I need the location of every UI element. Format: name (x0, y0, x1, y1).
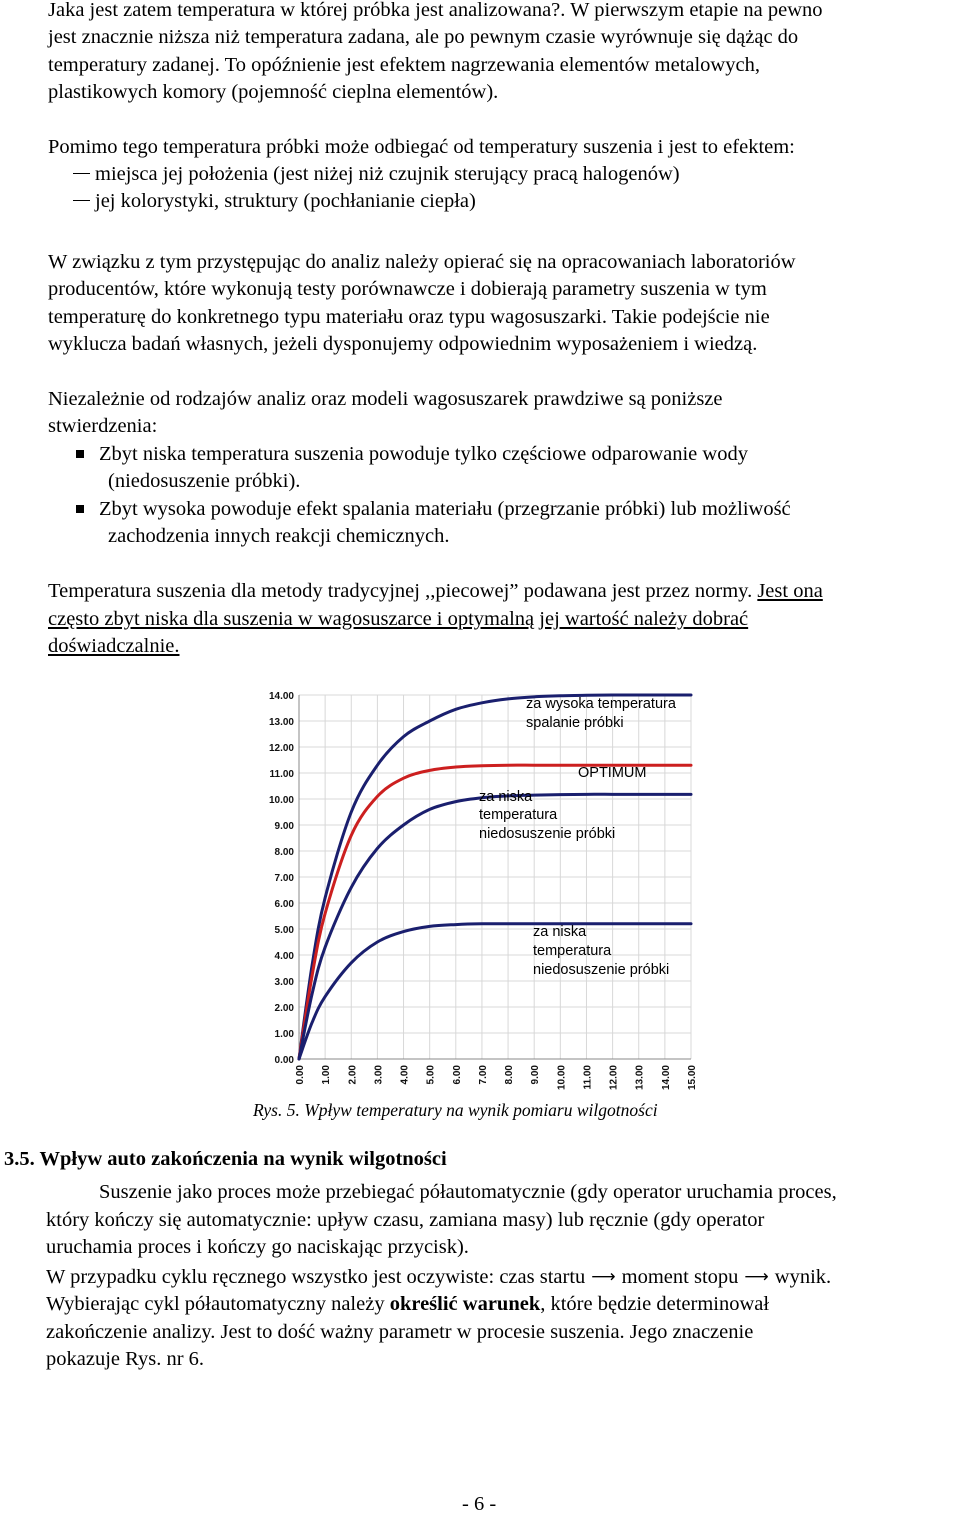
x-tick-label: 12.00 (608, 1065, 620, 1091)
y-tick-label: 8.00 (274, 847, 294, 858)
para3-line3: temperaturę do konkretnego typu materiału oraz typu wagosuszarki. Takie podejście nie (48, 306, 770, 328)
section-p3-line2: zakończenie analizy. Jest to dość ważny parametr w procesie suszenia. Jego znaczenie (46, 1321, 754, 1343)
section-p1-line3: uruchamia proces i kończy go naciskając przycisk). (46, 1236, 469, 1258)
para1-line4: plastikowych komory (pojemność cieplna elementów). (48, 81, 499, 103)
x-tick-label: 2.00 (347, 1065, 359, 1085)
para2-item-text: jej kolorystyki, struktury (pochłanianie ciepła) (95, 190, 476, 212)
para3-line1: W związku z tym przystępując do analiz należy opierać się na opracowaniach laboratoriów (48, 251, 796, 273)
para5-line3: doświadczalnie. (48, 635, 180, 657)
section-p3-line3: pokazuje Rys. nr 6. (46, 1348, 205, 1370)
y-tick-label: 1.00 (274, 1029, 294, 1040)
x-tick-label: 15.00 (687, 1065, 698, 1091)
para2-item (73, 161, 680, 189)
annotation-optimum (578, 765, 646, 781)
x-tick-label: 1.00 (321, 1065, 333, 1085)
para5-line1 (48, 578, 823, 606)
section-p2-a: W przypadku cyklu ręcznego wszystko jest oczywiste: czas startu (46, 1266, 586, 1288)
annotation-text: za wysoka temperatura (526, 696, 676, 712)
section-p3-bold: określić warunek (389, 1293, 541, 1315)
annotation-text: temperatura (479, 807, 558, 823)
section-p1-line2: który kończy się automatycznie: upływ czasu, zamiana masy) lub ręcznie (gdy operator (46, 1209, 765, 1231)
annotation-text: niedosuszenie próbki (533, 962, 670, 978)
y-tick-label: 5.00 (274, 925, 294, 936)
y-tick-labels (269, 691, 294, 1066)
x-tick-label: 10.00 (556, 1065, 568, 1091)
para1-line1: Jaka jest zatem temperatura w której próbka jest analizowana?. W pierwszym etapie na pewno (48, 0, 823, 21)
section-p1-line1: Suszenie jako proces może przebiegać półautomatycznie (gdy operator uruchamia proces, (99, 1181, 837, 1203)
x-tick-label: 13.00 (634, 1065, 646, 1091)
arrow-right-icon: ⟶ (591, 1267, 616, 1287)
page-number: - 6 - (462, 1493, 497, 1515)
bullet-text: Zbyt niska temperatura suszenia powoduje tylko częściowe odparowanie wody (99, 443, 748, 465)
x-tick-label: 14.00 (660, 1065, 672, 1091)
x-tick-label: 7.00 (477, 1065, 489, 1085)
y-tick-label: 12.00 (268, 743, 294, 754)
y-tick-label: 11.00 (269, 769, 294, 780)
section-heading: 3.5. Wpływ auto zakończenia na wynik wilgotności (4, 1148, 447, 1170)
section-p2 (46, 1264, 831, 1293)
y-tick-label: 14.00 (268, 691, 294, 702)
dash-marker (73, 173, 90, 175)
para2-item-text: miejsca jej położenia (jest niżej niż czujnik sterujący pracą halogenów) (95, 163, 680, 185)
para5-line2: często zbyt niska dla suszenia w wagosuszarce i optymalną jej wartość należy dobrać (48, 608, 749, 630)
annotation-text: za niska (479, 789, 533, 805)
temperature-effect-chart (258, 684, 703, 1094)
para1-line3: temperatury zadanej. To opóźnienie jest efektem nagrzewania elementów metalowych, (48, 54, 760, 76)
section-p3-line1 (46, 1291, 769, 1319)
x-tick-labels (295, 1065, 698, 1090)
para2-intro: Pomimo tego temperatura próbki może odbiegać od temperatury suszenia i jest to efektem: (48, 136, 795, 158)
bullet-square-icon (76, 450, 84, 458)
bullet-text-cont: zachodzenia innych reakcji chemicznych. (108, 525, 450, 547)
section-p2-b: moment stopu (621, 1266, 739, 1288)
bullet-text: Zbyt wysoka powoduje efekt spalania materiału (przegrzanie próbki) lub możliwość (99, 498, 791, 520)
y-tick-label: 7.00 (274, 873, 294, 884)
y-tick-label: 0.00 (274, 1055, 294, 1066)
section-p3-a: Wybierając cykl półautomatyczny należy (46, 1293, 390, 1315)
para3-line4: wyklucza badań własnych, jeżeli dysponujemy odpowiednim wyposażeniem i wiedzą. (48, 333, 758, 355)
x-tick-label: 9.00 (530, 1065, 542, 1085)
x-tick-label: 6.00 (451, 1065, 463, 1085)
section-p3-b: , które będzie determinował (540, 1293, 770, 1315)
para3-line2: producentów, które wykonują testy porównawcze i dobierają parametry suszenia w tym (48, 278, 767, 300)
y-tick-label: 6.00 (274, 899, 294, 910)
arrow-right-icon: ⟶ (744, 1267, 769, 1287)
x-tick-label: 5.00 (425, 1065, 437, 1085)
x-tick-label: 8.00 (504, 1065, 516, 1085)
y-tick-label: 9.00 (274, 821, 294, 832)
para2-item (73, 188, 476, 216)
y-tick-label: 4.00 (274, 951, 294, 962)
para4-intro-line2: stwierdzenia: (48, 415, 158, 437)
y-tick-label: 3.00 (274, 977, 294, 988)
annotation-text: temperatura (533, 943, 612, 959)
figure-caption: Rys. 5. Wpływ temperatury na wynik pomiaru wilgotności (253, 1100, 658, 1120)
para1-line2: jest znacznie niższa niż temperatura zadana, ale po pewnym czasie wyrównuje się dążąc do (48, 26, 799, 48)
section-p2-c: wynik. (774, 1266, 832, 1288)
annotation-text: OPTIMUM (578, 765, 647, 781)
y-tick-label: 13.00 (268, 717, 294, 728)
bullet-square-icon (76, 505, 84, 513)
x-tick-label: 3.00 (373, 1065, 385, 1085)
x-tick-label: 4.00 (399, 1065, 411, 1085)
bullet-text-cont: (niedosuszenie próbki). (108, 470, 301, 492)
x-tick-label: 0.00 (295, 1065, 306, 1085)
para5-plain: Temperatura suszenia dla metody tradycyjnej ,,piecowej” podawana jest przez normy. (48, 580, 758, 602)
para4-intro-line1: Niezależnie od rodzajów analiz oraz modeli wagosuszarek prawdziwe są poniższe (48, 388, 723, 410)
annotation-text: spalanie próbki (526, 715, 624, 731)
annotation-text: za niska (533, 924, 587, 940)
x-tick-label: 11.00 (582, 1065, 594, 1090)
annotation-text: niedosuszenie próbki (479, 826, 616, 842)
para5-underlined: Jest ona (757, 580, 823, 602)
y-tick-label: 2.00 (274, 1003, 294, 1014)
dash-marker (73, 200, 90, 202)
y-tick-label: 10.00 (268, 795, 294, 806)
